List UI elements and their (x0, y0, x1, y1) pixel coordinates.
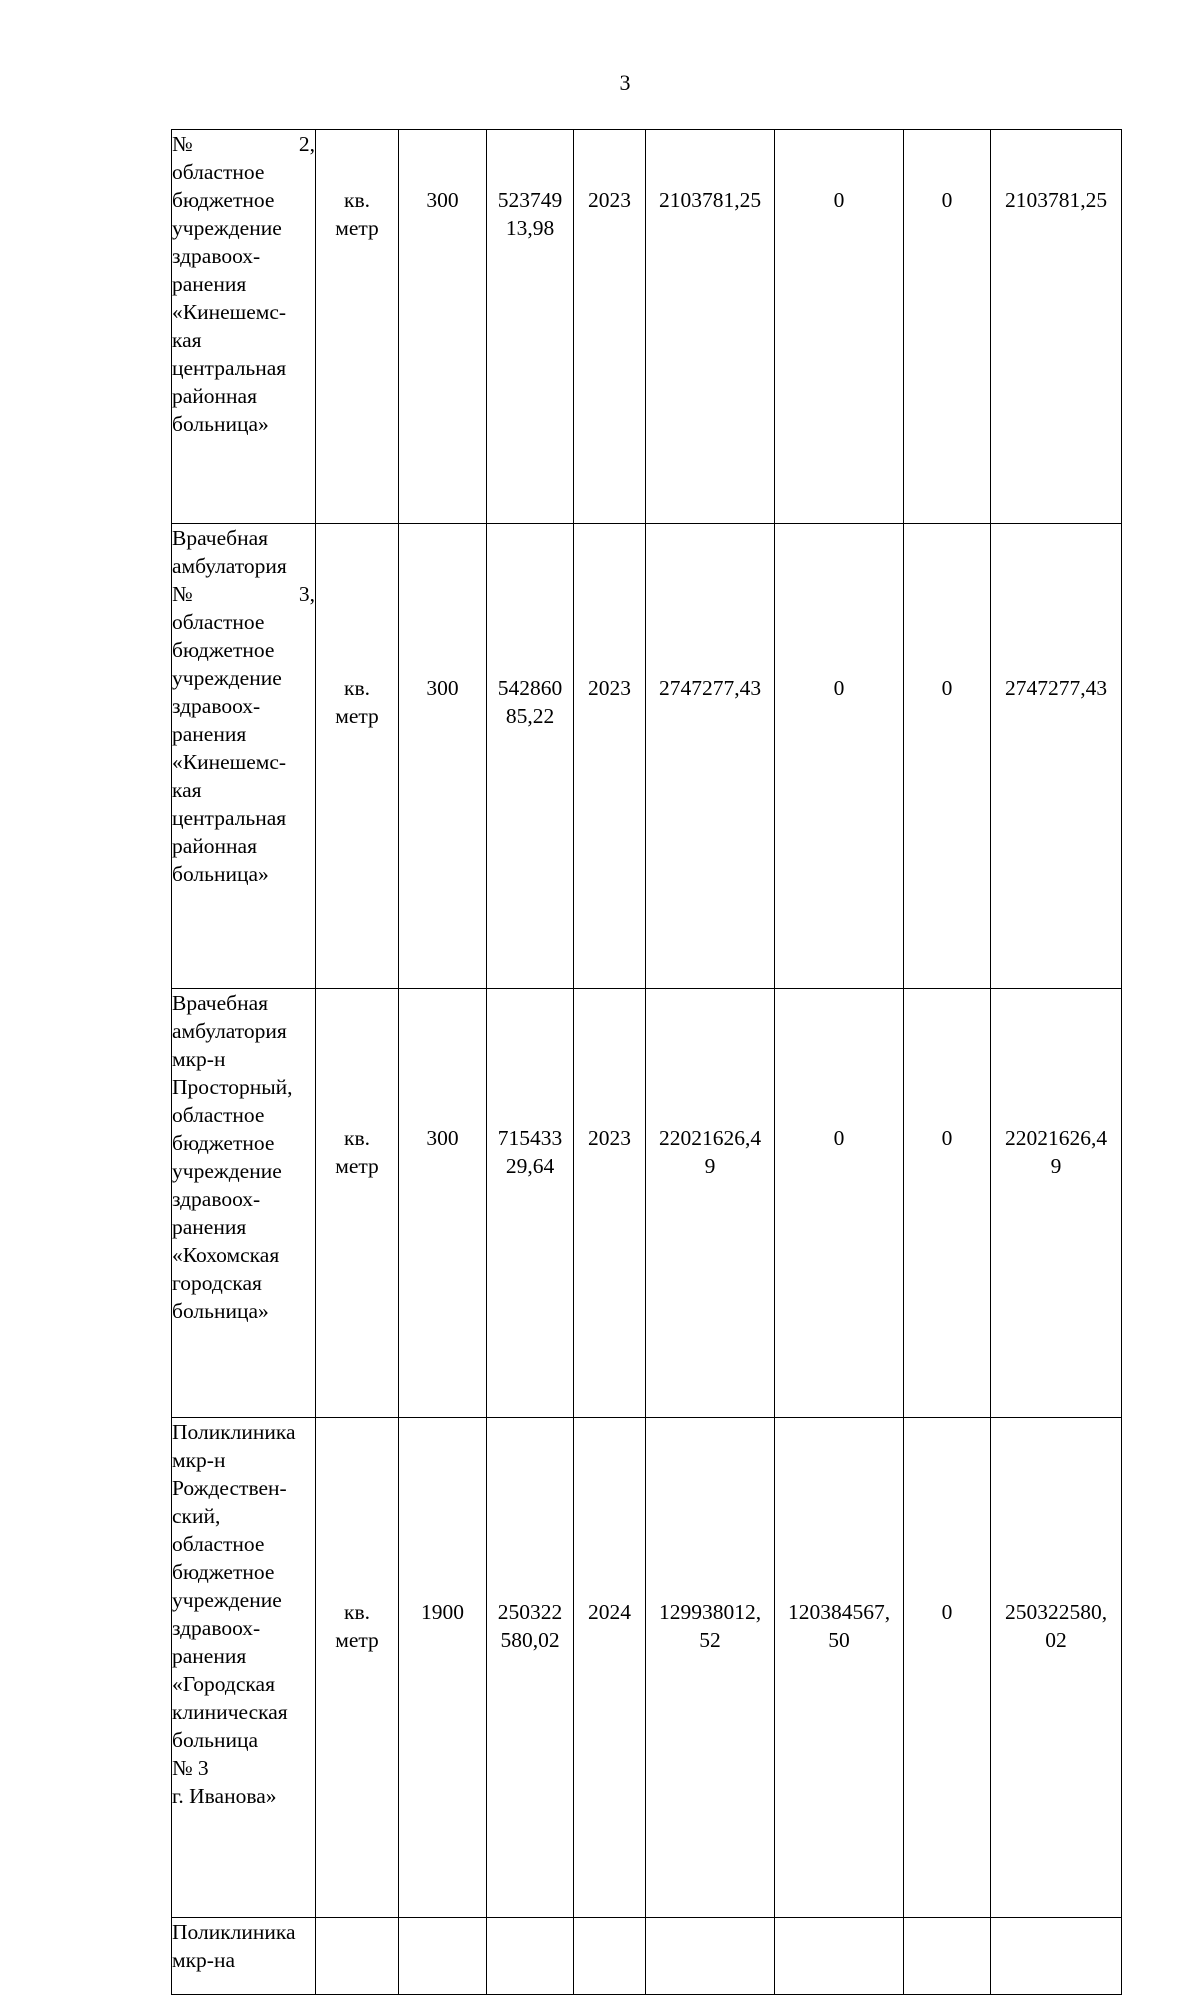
cost-cell (487, 524, 574, 989)
year-value: 2023 (588, 188, 631, 212)
cost-value: 13,98 (505, 216, 555, 240)
facility-name-cell (172, 1418, 316, 1918)
facility-name-line: «Кохомская (172, 1243, 280, 1267)
col7-value: 0 (833, 1126, 845, 1150)
col9-cell (991, 989, 1122, 1418)
col6-value: 9 (704, 1154, 716, 1178)
unit-cell (316, 130, 399, 524)
facility-name-line: районная (172, 834, 257, 858)
cost-value: 523749 (497, 188, 563, 212)
unit-value: метр (335, 1154, 379, 1178)
facility-name-line: ранения (172, 722, 247, 746)
facility-name-line: бюджетное (172, 188, 275, 212)
col8-cell (904, 130, 991, 524)
cost-value: 715433 (497, 1126, 563, 1150)
facility-name-line: ранения (172, 1644, 247, 1668)
facility-name-line: больница (172, 1728, 258, 1752)
facility-name-line: бюджетное (172, 1131, 275, 1155)
col8-cell (904, 1918, 991, 1995)
unit-value: кв. (344, 676, 370, 700)
unit-value: кв. (344, 1126, 370, 1150)
col9-cell (991, 524, 1122, 989)
year-value: 2024 (588, 1600, 631, 1624)
facility-name-line: бюджетное (172, 638, 275, 662)
facility-name-line: № 2, (172, 132, 315, 156)
col9-value: 2747277,43 (1004, 676, 1108, 700)
col8-value: 0 (941, 1600, 953, 1624)
facility-name-line: амбулатория (172, 1019, 287, 1043)
table-body (172, 130, 1122, 1995)
facility-name-line: центральная (172, 356, 287, 380)
capacity-value: 300 (426, 1126, 459, 1150)
capacity-cell (399, 989, 487, 1418)
facility-name-line: мкр-н (172, 1047, 226, 1071)
capacity-cell (399, 130, 487, 524)
col9-cell (991, 130, 1122, 524)
col9-value: 9 (1050, 1154, 1062, 1178)
facility-name-line: г. Иванова» (172, 1784, 277, 1808)
col6-value: 129938012, (658, 1600, 762, 1624)
unit-value: метр (335, 1628, 379, 1652)
facility-name-line: городская (172, 1271, 262, 1295)
cost-value: 542860 (497, 676, 563, 700)
table-row (172, 130, 1122, 524)
facility-name-line: «Кинешемс- (172, 300, 287, 324)
facility-name-line: кая (172, 328, 202, 352)
year-cell (574, 1418, 646, 1918)
table-row (172, 1918, 1122, 1995)
col8-cell (904, 524, 991, 989)
facility-name-line: «Городская (172, 1672, 275, 1696)
unit-cell (316, 1918, 399, 1995)
facility-name-cell (172, 524, 316, 989)
col8-cell (904, 989, 991, 1418)
facility-name-line: мкр-н (172, 1448, 226, 1472)
facility-name-line: областное (172, 610, 265, 634)
cost-cell (487, 1418, 574, 1918)
table-row (172, 1418, 1122, 1918)
col7-cell (775, 130, 904, 524)
facility-name-line: кая (172, 778, 202, 802)
table-row (172, 989, 1122, 1418)
page-number: 3 (619, 70, 631, 95)
col6-value: 22021626,4 (658, 1126, 762, 1150)
col7-cell (775, 1918, 904, 1995)
col8-value: 0 (941, 1126, 953, 1150)
col7-value: 120384567, (787, 1600, 891, 1624)
facility-name-line: центральная (172, 806, 287, 830)
facility-name-line: здравоох- (172, 244, 261, 268)
capacity-value: 300 (426, 676, 459, 700)
facility-name-line: больница» (172, 862, 269, 886)
col6-cell (646, 130, 775, 524)
year-cell (574, 1918, 646, 1995)
col7-value: 50 (828, 1628, 850, 1652)
facility-name-line: № 3 (172, 1756, 209, 1780)
unit-cell (316, 524, 399, 989)
unit-value: кв. (344, 188, 370, 212)
facility-name-line: Рождествен- (172, 1476, 287, 1500)
unit-cell (316, 989, 399, 1418)
facility-name-line: № 3, (172, 582, 315, 606)
table-row (172, 524, 1122, 989)
cost-value: 250322 (497, 1600, 563, 1624)
facility-name-line: Просторный, (172, 1075, 293, 1099)
cost-value: 580,02 (500, 1628, 560, 1652)
capacity-cell (399, 524, 487, 989)
col7-cell (775, 989, 904, 1418)
facility-name-line: учреждение (172, 666, 282, 690)
year-value: 2023 (588, 1126, 631, 1150)
unit-value: кв. (344, 1600, 370, 1624)
col7-cell (775, 524, 904, 989)
col9-cell (991, 1418, 1122, 1918)
facility-name-cell (172, 989, 316, 1418)
col7-value: 0 (833, 188, 845, 212)
col7-value: 0 (833, 676, 845, 700)
facility-name-cell (172, 1918, 316, 1995)
col6-cell (646, 524, 775, 989)
facility-name-line: областное (172, 160, 265, 184)
year-cell (574, 989, 646, 1418)
col6-value: 2747277,43 (658, 676, 762, 700)
cost-value: 29,64 (505, 1154, 555, 1178)
unit-cell (316, 1418, 399, 1918)
capacity-cell (399, 1418, 487, 1918)
facility-name-line: учреждение (172, 216, 282, 240)
col8-value: 0 (941, 188, 953, 212)
cost-cell (487, 989, 574, 1418)
col9-value: 250322580, (1004, 1600, 1108, 1624)
facility-name-line: ранения (172, 272, 247, 296)
facility-name-line: областное (172, 1103, 265, 1127)
col7-cell (775, 1418, 904, 1918)
facility-name-line: ранения (172, 1215, 247, 1239)
col6-value: 2103781,25 (658, 188, 762, 212)
col6-value: 52 (699, 1628, 721, 1652)
facility-name-line: здравоох- (172, 1616, 261, 1640)
facility-name-line: районная (172, 384, 257, 408)
unit-value: метр (335, 216, 379, 240)
facility-name-line: областное (172, 1532, 265, 1556)
capacity-value: 1900 (421, 1600, 464, 1624)
facility-name-line: учреждение (172, 1159, 282, 1183)
facility-name-line: амбулатория (172, 554, 287, 578)
col9-cell (991, 1918, 1122, 1995)
col9-value: 02 (1045, 1628, 1067, 1652)
cost-cell (487, 130, 574, 524)
capacity-cell (399, 1918, 487, 1995)
cost-cell (487, 1918, 574, 1995)
facility-name-line: больница» (172, 412, 269, 436)
facility-name-line: Поликлиника (172, 1920, 296, 1944)
year-cell (574, 524, 646, 989)
year-value: 2023 (588, 676, 631, 700)
facility-name-line: «Кинешемс- (172, 750, 287, 774)
cost-value: 85,22 (505, 704, 555, 728)
unit-value: метр (335, 704, 379, 728)
col8-value: 0 (941, 676, 953, 700)
capacity-value: 300 (426, 188, 459, 212)
facility-name-line: Врачебная (172, 526, 269, 550)
col6-cell (646, 989, 775, 1418)
facility-name-line: учреждение (172, 1588, 282, 1612)
col6-cell (646, 1418, 775, 1918)
facility-name-line: больница» (172, 1299, 269, 1323)
col8-cell (904, 1418, 991, 1918)
facility-name-line: Врачебная (172, 991, 269, 1015)
col9-value: 22021626,4 (1004, 1126, 1108, 1150)
col9-value: 2103781,25 (1004, 188, 1108, 212)
facility-name-line: здравоох- (172, 694, 261, 718)
col6-cell (646, 1918, 775, 1995)
facilities-table (171, 129, 1122, 1995)
facility-name-line: бюджетное (172, 1560, 275, 1584)
facility-name-line: Поликлиника (172, 1420, 296, 1444)
facility-name-line: ский, (172, 1504, 221, 1528)
facility-name-line: здравоох- (172, 1187, 261, 1211)
facility-name-line: мкр-на (172, 1948, 236, 1972)
facility-name-line: клиническая (172, 1700, 288, 1724)
year-cell (574, 130, 646, 524)
facility-name-cell (172, 130, 316, 524)
